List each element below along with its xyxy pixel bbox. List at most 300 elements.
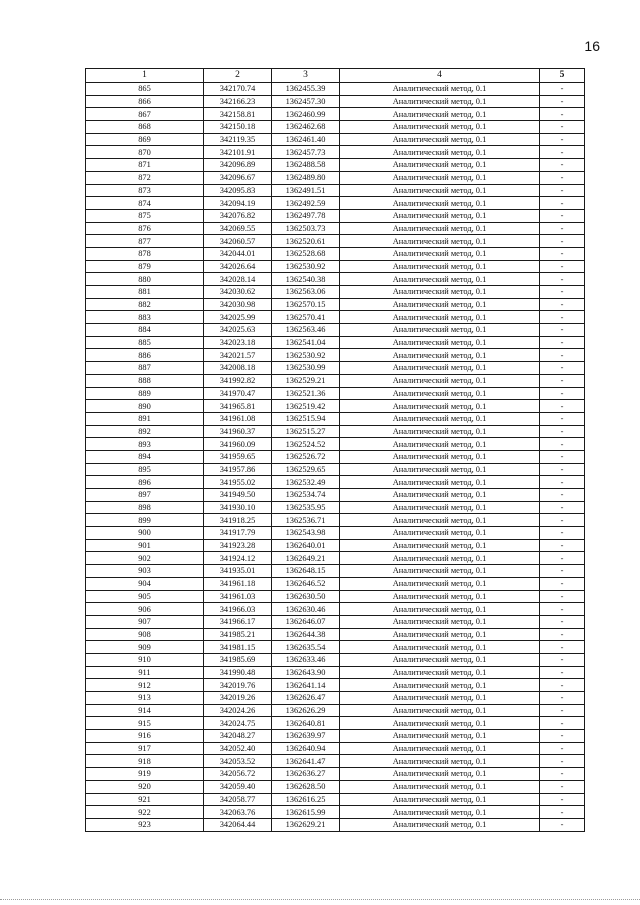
cell-x-coordinate: 342063.76 — [204, 806, 272, 819]
cell-method: Аналитический метод, 0.1 — [340, 133, 540, 146]
cell-method: Аналитический метод, 0.1 — [340, 374, 540, 387]
table-row — [86, 400, 585, 413]
cell-point-number: 914 — [86, 704, 204, 717]
table-row — [86, 412, 585, 425]
table-row — [86, 666, 585, 679]
table-row — [86, 780, 585, 793]
cell-y-coordinate: 1362526.72 — [272, 450, 340, 463]
cell-y-coordinate: 1362457.30 — [272, 95, 340, 108]
cell-description: - — [540, 159, 585, 172]
cell-method: Аналитический метод, 0.1 — [340, 628, 540, 641]
cell-description: - — [540, 247, 585, 260]
table-row — [86, 159, 585, 172]
cell-description: - — [540, 717, 585, 730]
cell-description: - — [540, 83, 585, 96]
cell-description: - — [540, 514, 585, 527]
cell-x-coordinate: 342096.89 — [204, 159, 272, 172]
cell-method: Аналитический метод, 0.1 — [340, 653, 540, 666]
cell-point-number: 912 — [86, 679, 204, 692]
cell-y-coordinate: 1362528.68 — [272, 247, 340, 260]
cell-description: - — [540, 742, 585, 755]
cell-method: Аналитический метод, 0.1 — [340, 184, 540, 197]
table-row — [86, 527, 585, 540]
cell-method: Аналитический метод, 0.1 — [340, 818, 540, 831]
table-row — [86, 349, 585, 362]
table-row — [86, 133, 585, 146]
cell-y-coordinate: 1362626.47 — [272, 692, 340, 705]
cell-point-number: 885 — [86, 336, 204, 349]
cell-description: - — [540, 476, 585, 489]
cell-description: - — [540, 704, 585, 717]
table-row — [86, 450, 585, 463]
table-header — [86, 69, 585, 83]
cell-x-coordinate: 341961.08 — [204, 412, 272, 425]
cell-description: - — [540, 298, 585, 311]
cell-point-number: 891 — [86, 412, 204, 425]
cell-x-coordinate: 341985.21 — [204, 628, 272, 641]
cell-y-coordinate: 1362640.81 — [272, 717, 340, 730]
cell-x-coordinate: 342021.57 — [204, 349, 272, 362]
cell-description: - — [540, 349, 585, 362]
cell-description: - — [540, 615, 585, 628]
cell-point-number: 899 — [86, 514, 204, 527]
header-x-coordinate: 2 — [204, 69, 272, 83]
cell-method: Аналитический метод, 0.1 — [340, 590, 540, 603]
cell-y-coordinate: 1362520.61 — [272, 235, 340, 248]
cell-y-coordinate: 1362640.94 — [272, 742, 340, 755]
cell-y-coordinate: 1362540.38 — [272, 273, 340, 286]
cell-method: Аналитический метод, 0.1 — [340, 387, 540, 400]
cell-point-number: 878 — [86, 247, 204, 260]
cell-point-number: 883 — [86, 311, 204, 324]
cell-x-coordinate: 341917.79 — [204, 527, 272, 540]
cell-x-coordinate: 341981.15 — [204, 641, 272, 654]
table-row — [86, 95, 585, 108]
cell-method: Аналитический метод, 0.1 — [340, 476, 540, 489]
cell-description: - — [540, 197, 585, 210]
table-row — [86, 501, 585, 514]
cell-point-number: 884 — [86, 324, 204, 337]
cell-y-coordinate: 1362503.73 — [272, 222, 340, 235]
cell-description: - — [540, 565, 585, 578]
cell-x-coordinate: 342024.26 — [204, 704, 272, 717]
cell-y-coordinate: 1362530.92 — [272, 349, 340, 362]
cell-point-number: 923 — [86, 818, 204, 831]
cell-method: Аналитический метод, 0.1 — [340, 171, 540, 184]
cell-description: - — [540, 362, 585, 375]
cell-y-coordinate: 1362492.59 — [272, 197, 340, 210]
cell-y-coordinate: 1362641.14 — [272, 679, 340, 692]
cell-method: Аналитический метод, 0.1 — [340, 717, 540, 730]
cell-description: - — [540, 146, 585, 159]
cell-description: - — [540, 260, 585, 273]
cell-x-coordinate: 342048.27 — [204, 730, 272, 743]
cell-point-number: 881 — [86, 286, 204, 299]
table-row — [86, 362, 585, 375]
table-row — [86, 286, 585, 299]
cell-y-coordinate: 1362529.21 — [272, 374, 340, 387]
cell-y-coordinate: 1362635.54 — [272, 641, 340, 654]
cell-method: Аналитический метод, 0.1 — [340, 806, 540, 819]
cell-x-coordinate: 342024.75 — [204, 717, 272, 730]
cell-y-coordinate: 1362515.94 — [272, 412, 340, 425]
table-row — [86, 603, 585, 616]
cell-y-coordinate: 1362524.52 — [272, 438, 340, 451]
table-row — [86, 171, 585, 184]
cell-point-number: 898 — [86, 501, 204, 514]
cell-point-number: 874 — [86, 197, 204, 210]
table-row — [86, 336, 585, 349]
cell-method: Аналитический метод, 0.1 — [340, 450, 540, 463]
cell-description: - — [540, 527, 585, 540]
cell-method: Аналитический метод, 0.1 — [340, 425, 540, 438]
cell-y-coordinate: 1362515.27 — [272, 425, 340, 438]
cell-x-coordinate: 341961.18 — [204, 577, 272, 590]
cell-point-number: 920 — [86, 780, 204, 793]
cell-description: - — [540, 311, 585, 324]
cell-point-number: 907 — [86, 615, 204, 628]
cell-point-number: 900 — [86, 527, 204, 540]
cell-description: - — [540, 653, 585, 666]
table-row — [86, 590, 585, 603]
cell-method: Аналитический метод, 0.1 — [340, 679, 540, 692]
cell-x-coordinate: 342096.67 — [204, 171, 272, 184]
cell-description: - — [540, 133, 585, 146]
cell-x-coordinate: 342166.23 — [204, 95, 272, 108]
cell-y-coordinate: 1362455.39 — [272, 83, 340, 96]
table-row — [86, 793, 585, 806]
cell-point-number: 911 — [86, 666, 204, 679]
cell-point-number: 869 — [86, 133, 204, 146]
cell-x-coordinate: 341955.02 — [204, 476, 272, 489]
cell-x-coordinate: 341918.25 — [204, 514, 272, 527]
cell-description: - — [540, 577, 585, 590]
cell-x-coordinate: 341992.82 — [204, 374, 272, 387]
cell-method: Аналитический метод, 0.1 — [340, 552, 540, 565]
table-row — [86, 197, 585, 210]
cell-x-coordinate: 341961.03 — [204, 590, 272, 603]
cell-y-coordinate: 1362644.38 — [272, 628, 340, 641]
cell-method: Аналитический метод, 0.1 — [340, 311, 540, 324]
cell-method: Аналитический метод, 0.1 — [340, 742, 540, 755]
cell-description: - — [540, 603, 585, 616]
table-row — [86, 324, 585, 337]
cell-point-number: 904 — [86, 577, 204, 590]
cell-point-number: 922 — [86, 806, 204, 819]
table-row — [86, 273, 585, 286]
coordinates-table — [85, 68, 585, 832]
cell-y-coordinate: 1362534.74 — [272, 489, 340, 502]
cell-method: Аналитический метод, 0.1 — [340, 95, 540, 108]
cell-x-coordinate: 342023.18 — [204, 336, 272, 349]
cell-point-number: 908 — [86, 628, 204, 641]
cell-point-number: 879 — [86, 260, 204, 273]
cell-x-coordinate: 342025.99 — [204, 311, 272, 324]
cell-x-coordinate: 342060.57 — [204, 235, 272, 248]
cell-point-number: 905 — [86, 590, 204, 603]
cell-description: - — [540, 438, 585, 451]
cell-y-coordinate: 1362615.99 — [272, 806, 340, 819]
cell-description: - — [540, 400, 585, 413]
cell-y-coordinate: 1362640.01 — [272, 539, 340, 552]
cell-x-coordinate: 341957.86 — [204, 463, 272, 476]
table-row — [86, 755, 585, 768]
cell-point-number: 918 — [86, 755, 204, 768]
cell-description: - — [540, 235, 585, 248]
cell-method: Аналитический метод, 0.1 — [340, 349, 540, 362]
table-row — [86, 476, 585, 489]
table-row — [86, 641, 585, 654]
table-row — [86, 692, 585, 705]
cell-method: Аналитический метод, 0.1 — [340, 793, 540, 806]
cell-method: Аналитический метод, 0.1 — [340, 247, 540, 260]
cell-method: Аналитический метод, 0.1 — [340, 615, 540, 628]
cell-description: - — [540, 108, 585, 121]
cell-method: Аналитический метод, 0.1 — [340, 577, 540, 590]
cell-method: Аналитический метод, 0.1 — [340, 768, 540, 781]
cell-x-coordinate: 342028.14 — [204, 273, 272, 286]
cell-y-coordinate: 1362629.21 — [272, 818, 340, 831]
cell-y-coordinate: 1362643.90 — [272, 666, 340, 679]
cell-y-coordinate: 1362649.21 — [272, 552, 340, 565]
cell-point-number: 902 — [86, 552, 204, 565]
cell-point-number: 875 — [86, 209, 204, 222]
table-row — [86, 818, 585, 831]
cell-point-number: 917 — [86, 742, 204, 755]
cell-y-coordinate: 1362457.73 — [272, 146, 340, 159]
cell-description: - — [540, 374, 585, 387]
cell-method: Аналитический метод, 0.1 — [340, 603, 540, 616]
cell-point-number: 901 — [86, 539, 204, 552]
table-row — [86, 83, 585, 96]
table-row — [86, 653, 585, 666]
cell-y-coordinate: 1362532.49 — [272, 476, 340, 489]
cell-method: Аналитический метод, 0.1 — [340, 222, 540, 235]
table-row — [86, 463, 585, 476]
cell-x-coordinate: 342030.98 — [204, 298, 272, 311]
cell-point-number: 913 — [86, 692, 204, 705]
cell-method: Аналитический метод, 0.1 — [340, 489, 540, 502]
cell-point-number: 868 — [86, 121, 204, 134]
cell-y-coordinate: 1362630.50 — [272, 590, 340, 603]
cell-description: - — [540, 489, 585, 502]
table-row — [86, 552, 585, 565]
table-row — [86, 806, 585, 819]
table-row — [86, 374, 585, 387]
cell-method: Аналитический метод, 0.1 — [340, 362, 540, 375]
cell-x-coordinate: 342030.62 — [204, 286, 272, 299]
cell-point-number: 919 — [86, 768, 204, 781]
cell-y-coordinate: 1362628.50 — [272, 780, 340, 793]
cell-point-number: 916 — [86, 730, 204, 743]
cell-description: - — [540, 730, 585, 743]
table-row — [86, 235, 585, 248]
table-row — [86, 679, 585, 692]
cell-y-coordinate: 1362563.46 — [272, 324, 340, 337]
cell-method: Аналитический метод, 0.1 — [340, 755, 540, 768]
cell-description: - — [540, 209, 585, 222]
cell-description: - — [540, 425, 585, 438]
cell-y-coordinate: 1362646.52 — [272, 577, 340, 590]
table-row — [86, 184, 585, 197]
cell-description: - — [540, 780, 585, 793]
cell-y-coordinate: 1362630.46 — [272, 603, 340, 616]
table-row — [86, 730, 585, 743]
cell-x-coordinate: 342069.55 — [204, 222, 272, 235]
cell-description: - — [540, 552, 585, 565]
cell-y-coordinate: 1362646.07 — [272, 615, 340, 628]
cell-point-number: 906 — [86, 603, 204, 616]
cell-description: - — [540, 273, 585, 286]
cell-description: - — [540, 463, 585, 476]
cell-description: - — [540, 184, 585, 197]
cell-y-coordinate: 1362541.04 — [272, 336, 340, 349]
cell-point-number: 896 — [86, 476, 204, 489]
cell-method: Аналитический метод, 0.1 — [340, 400, 540, 413]
cell-description: - — [540, 679, 585, 692]
cell-description: - — [540, 450, 585, 463]
cell-description: - — [540, 222, 585, 235]
cell-description: - — [540, 818, 585, 831]
table-row — [86, 425, 585, 438]
cell-y-coordinate: 1362626.29 — [272, 704, 340, 717]
cell-point-number: 872 — [86, 171, 204, 184]
cell-x-coordinate: 342019.26 — [204, 692, 272, 705]
cell-point-number: 876 — [86, 222, 204, 235]
cell-description: - — [540, 628, 585, 641]
cell-y-coordinate: 1362616.25 — [272, 793, 340, 806]
cell-x-coordinate: 341923.28 — [204, 539, 272, 552]
cell-x-coordinate: 342059.40 — [204, 780, 272, 793]
table-row — [86, 311, 585, 324]
cell-y-coordinate: 1362536.71 — [272, 514, 340, 527]
cell-point-number: 915 — [86, 717, 204, 730]
cell-y-coordinate: 1362491.51 — [272, 184, 340, 197]
cell-point-number: 888 — [86, 374, 204, 387]
cell-description: - — [540, 539, 585, 552]
table-row — [86, 298, 585, 311]
cell-point-number: 871 — [86, 159, 204, 172]
cell-method: Аналитический метод, 0.1 — [340, 298, 540, 311]
cell-point-number: 894 — [86, 450, 204, 463]
cell-description: - — [540, 692, 585, 705]
cell-method: Аналитический метод, 0.1 — [340, 159, 540, 172]
cell-method: Аналитический метод, 0.1 — [340, 692, 540, 705]
table-row — [86, 615, 585, 628]
cell-description: - — [540, 286, 585, 299]
cell-point-number: 887 — [86, 362, 204, 375]
cell-x-coordinate: 341985.69 — [204, 653, 272, 666]
cell-point-number: 897 — [86, 489, 204, 502]
cell-method: Аналитический метод, 0.1 — [340, 260, 540, 273]
table-row — [86, 539, 585, 552]
cell-y-coordinate: 1362633.46 — [272, 653, 340, 666]
cell-x-coordinate: 342150.18 — [204, 121, 272, 134]
cell-description: - — [540, 336, 585, 349]
table-row — [86, 387, 585, 400]
cell-point-number: 873 — [86, 184, 204, 197]
cell-x-coordinate: 342008.18 — [204, 362, 272, 375]
cell-method: Аналитический метод, 0.1 — [340, 324, 540, 337]
cell-method: Аналитический метод, 0.1 — [340, 641, 540, 654]
cell-y-coordinate: 1362530.99 — [272, 362, 340, 375]
cell-x-coordinate: 342076.82 — [204, 209, 272, 222]
cell-description: - — [540, 324, 585, 337]
cell-y-coordinate: 1362563.06 — [272, 286, 340, 299]
cell-y-coordinate: 1362521.36 — [272, 387, 340, 400]
cell-point-number: 893 — [86, 438, 204, 451]
cell-x-coordinate: 341965.81 — [204, 400, 272, 413]
cell-x-coordinate: 341966.03 — [204, 603, 272, 616]
cell-y-coordinate: 1362519.42 — [272, 400, 340, 413]
cell-method: Аналитический метод, 0.1 — [340, 273, 540, 286]
page-number: 16 — [584, 38, 600, 54]
cell-x-coordinate: 342058.77 — [204, 793, 272, 806]
cell-description: - — [540, 95, 585, 108]
cell-x-coordinate: 342094.19 — [204, 197, 272, 210]
scan-edge-line — [0, 899, 640, 901]
cell-x-coordinate: 342095.83 — [204, 184, 272, 197]
cell-point-number: 895 — [86, 463, 204, 476]
table-row — [86, 514, 585, 527]
cell-y-coordinate: 1362529.65 — [272, 463, 340, 476]
cell-method: Аналитический метод, 0.1 — [340, 286, 540, 299]
table-row — [86, 209, 585, 222]
cell-x-coordinate: 342056.72 — [204, 768, 272, 781]
cell-method: Аналитический метод, 0.1 — [340, 514, 540, 527]
cell-point-number: 886 — [86, 349, 204, 362]
cell-description: - — [540, 641, 585, 654]
cell-description: - — [540, 806, 585, 819]
cell-x-coordinate: 342026.64 — [204, 260, 272, 273]
table-row — [86, 222, 585, 235]
table-row — [86, 768, 585, 781]
cell-x-coordinate: 341959.65 — [204, 450, 272, 463]
header-y-coordinate: 3 — [272, 69, 340, 83]
cell-method: Аналитический метод, 0.1 — [340, 438, 540, 451]
cell-y-coordinate: 1362648.15 — [272, 565, 340, 578]
cell-x-coordinate: 342025.63 — [204, 324, 272, 337]
table-row — [86, 438, 585, 451]
cell-point-number: 909 — [86, 641, 204, 654]
cell-x-coordinate: 341949.50 — [204, 489, 272, 502]
cell-method: Аналитический метод, 0.1 — [340, 704, 540, 717]
cell-description: - — [540, 768, 585, 781]
header-point-number: 1 — [86, 69, 204, 83]
cell-x-coordinate: 341935.01 — [204, 565, 272, 578]
cell-y-coordinate: 1362570.15 — [272, 298, 340, 311]
cell-x-coordinate: 342053.52 — [204, 755, 272, 768]
cell-point-number: 867 — [86, 108, 204, 121]
cell-method: Аналитический метод, 0.1 — [340, 197, 540, 210]
cell-method: Аналитический метод, 0.1 — [340, 121, 540, 134]
cell-description: - — [540, 590, 585, 603]
cell-y-coordinate: 1362488.58 — [272, 159, 340, 172]
cell-method: Аналитический метод, 0.1 — [340, 146, 540, 159]
cell-method: Аналитический метод, 0.1 — [340, 209, 540, 222]
cell-y-coordinate: 1362497.78 — [272, 209, 340, 222]
cell-y-coordinate: 1362461.40 — [272, 133, 340, 146]
cell-method: Аналитический метод, 0.1 — [340, 501, 540, 514]
cell-point-number: 890 — [86, 400, 204, 413]
cell-y-coordinate: 1362489.80 — [272, 171, 340, 184]
cell-method: Аналитический метод, 0.1 — [340, 108, 540, 121]
cell-x-coordinate: 341970.47 — [204, 387, 272, 400]
cell-method: Аналитический метод, 0.1 — [340, 730, 540, 743]
cell-x-coordinate: 342052.40 — [204, 742, 272, 755]
cell-point-number: 880 — [86, 273, 204, 286]
header-description: 5 — [540, 69, 585, 83]
